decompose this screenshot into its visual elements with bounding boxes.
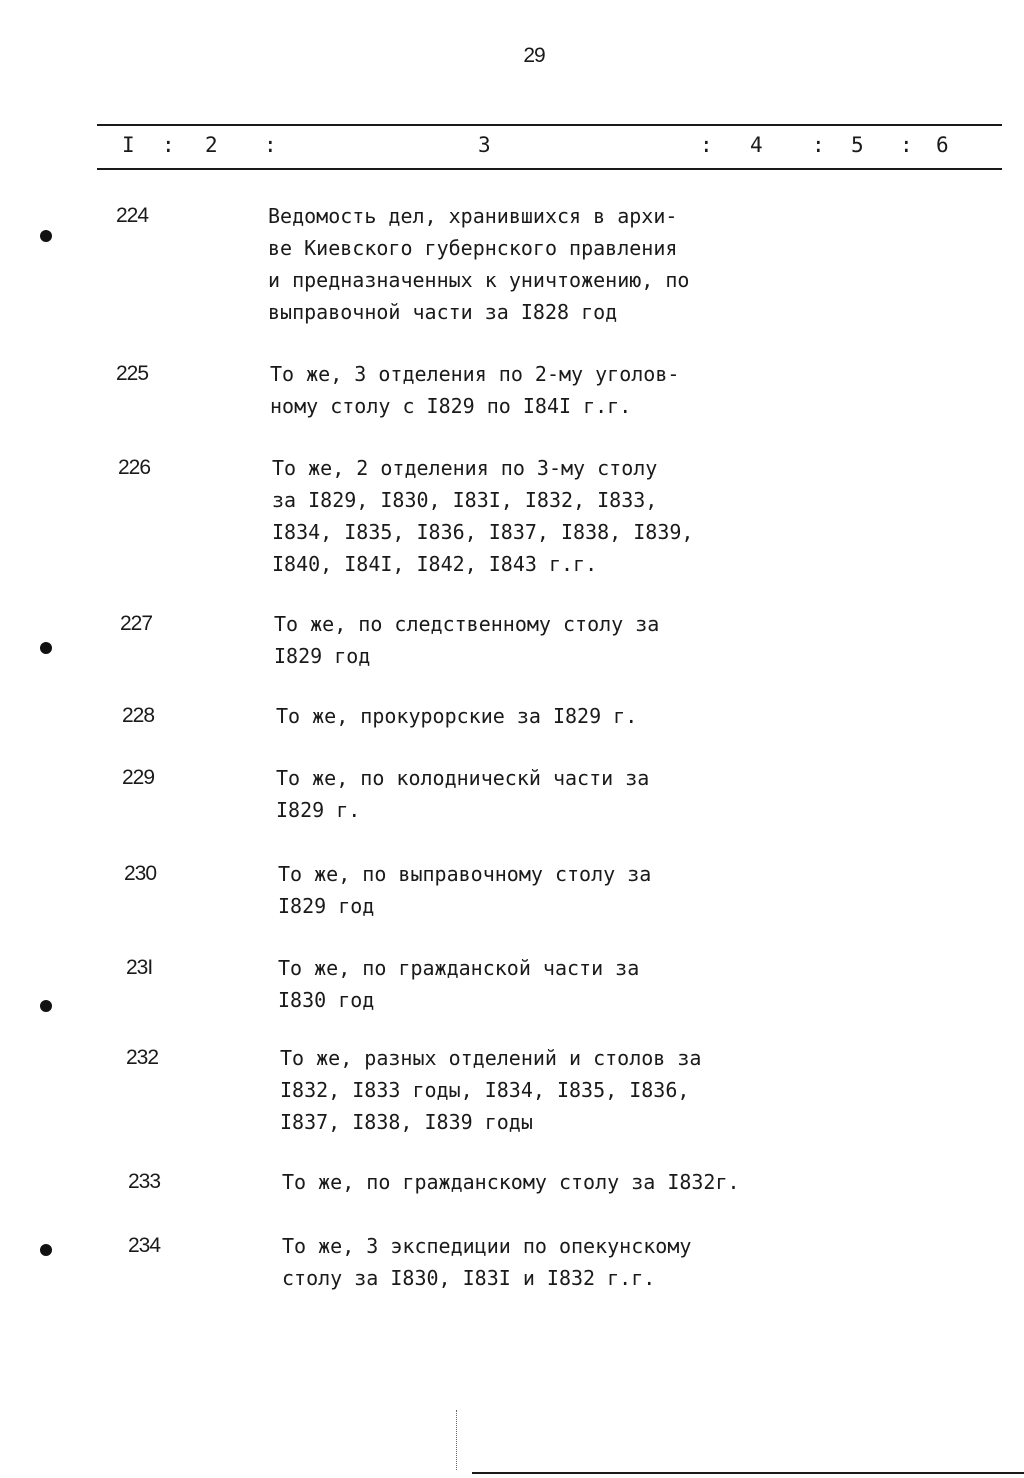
item-number: 23I	[126, 956, 153, 979]
page-number: 29	[523, 44, 545, 67]
item-description: То же, 3 экспедиции по опекунскому столу за I830, I83I и I832 г.г.	[282, 1234, 692, 1290]
item-description: То же, по гражданскому столу за I832г.	[282, 1170, 740, 1194]
column-separator: :	[700, 133, 713, 157]
item-description: То же, по следственному столу за I829 год	[274, 612, 660, 668]
column-header-1: I	[122, 133, 135, 157]
item-number: 232	[126, 1046, 159, 1069]
item-number: 234	[128, 1234, 161, 1257]
item-number: 228	[122, 704, 155, 727]
item-number: 233	[128, 1170, 161, 1193]
binder-hole-icon	[40, 1000, 52, 1012]
column-separator: :	[264, 133, 277, 157]
column-header-6: 6	[936, 133, 949, 157]
column-header-5: 5	[851, 133, 864, 157]
item-number: 225	[116, 362, 149, 385]
column-separator: :	[812, 133, 825, 157]
column-header-3: 3	[478, 133, 491, 157]
footer-rule	[472, 1472, 1024, 1474]
item-description: То же, по выправочному столу за I829 год	[278, 862, 652, 918]
item-number: 230	[124, 862, 157, 885]
dotted-margin-line	[456, 1410, 457, 1470]
item-number: 226	[118, 456, 151, 479]
binder-hole-icon	[40, 642, 52, 654]
column-separator: :	[162, 133, 175, 157]
item-description: То же, 2 отделения по 3-му столу за I829, I830, I83I, I832, I833, I834, I835, I836, I837, I838, I839, I840, I84I, I842, I843 г.г.	[272, 456, 694, 576]
item-description: То же, разных отделений и столов за I832, I833 годы, I834, I835, I836, I837, I838, I839 годы	[280, 1046, 702, 1134]
column-header-4: 4	[750, 133, 763, 157]
column-separator: :	[900, 133, 913, 157]
item-description: То же, 3 отделения по 2-му уголов- ному столу с I829 по I84I г.г.	[270, 362, 680, 418]
item-description: Ведомость дел, хранившихся в архи- ве Киевского губернского правления и предназначенных к уничтожению, по выправочной части за I828 год	[268, 204, 690, 324]
header-top-rule	[97, 124, 1002, 126]
header-bottom-rule	[97, 168, 1002, 170]
item-description: То же, по колодническй части за I829 г.	[276, 766, 650, 822]
binder-hole-icon	[40, 230, 52, 242]
item-number: 224	[116, 204, 149, 227]
column-header-2: 2	[205, 133, 218, 157]
item-description: То же, по гражданской части за I830 год	[278, 956, 640, 1012]
item-number: 227	[120, 612, 153, 635]
binder-hole-icon	[40, 1244, 52, 1256]
item-number: 229	[122, 766, 155, 789]
item-description: То же, прокурорские за I829 г.	[276, 704, 638, 728]
